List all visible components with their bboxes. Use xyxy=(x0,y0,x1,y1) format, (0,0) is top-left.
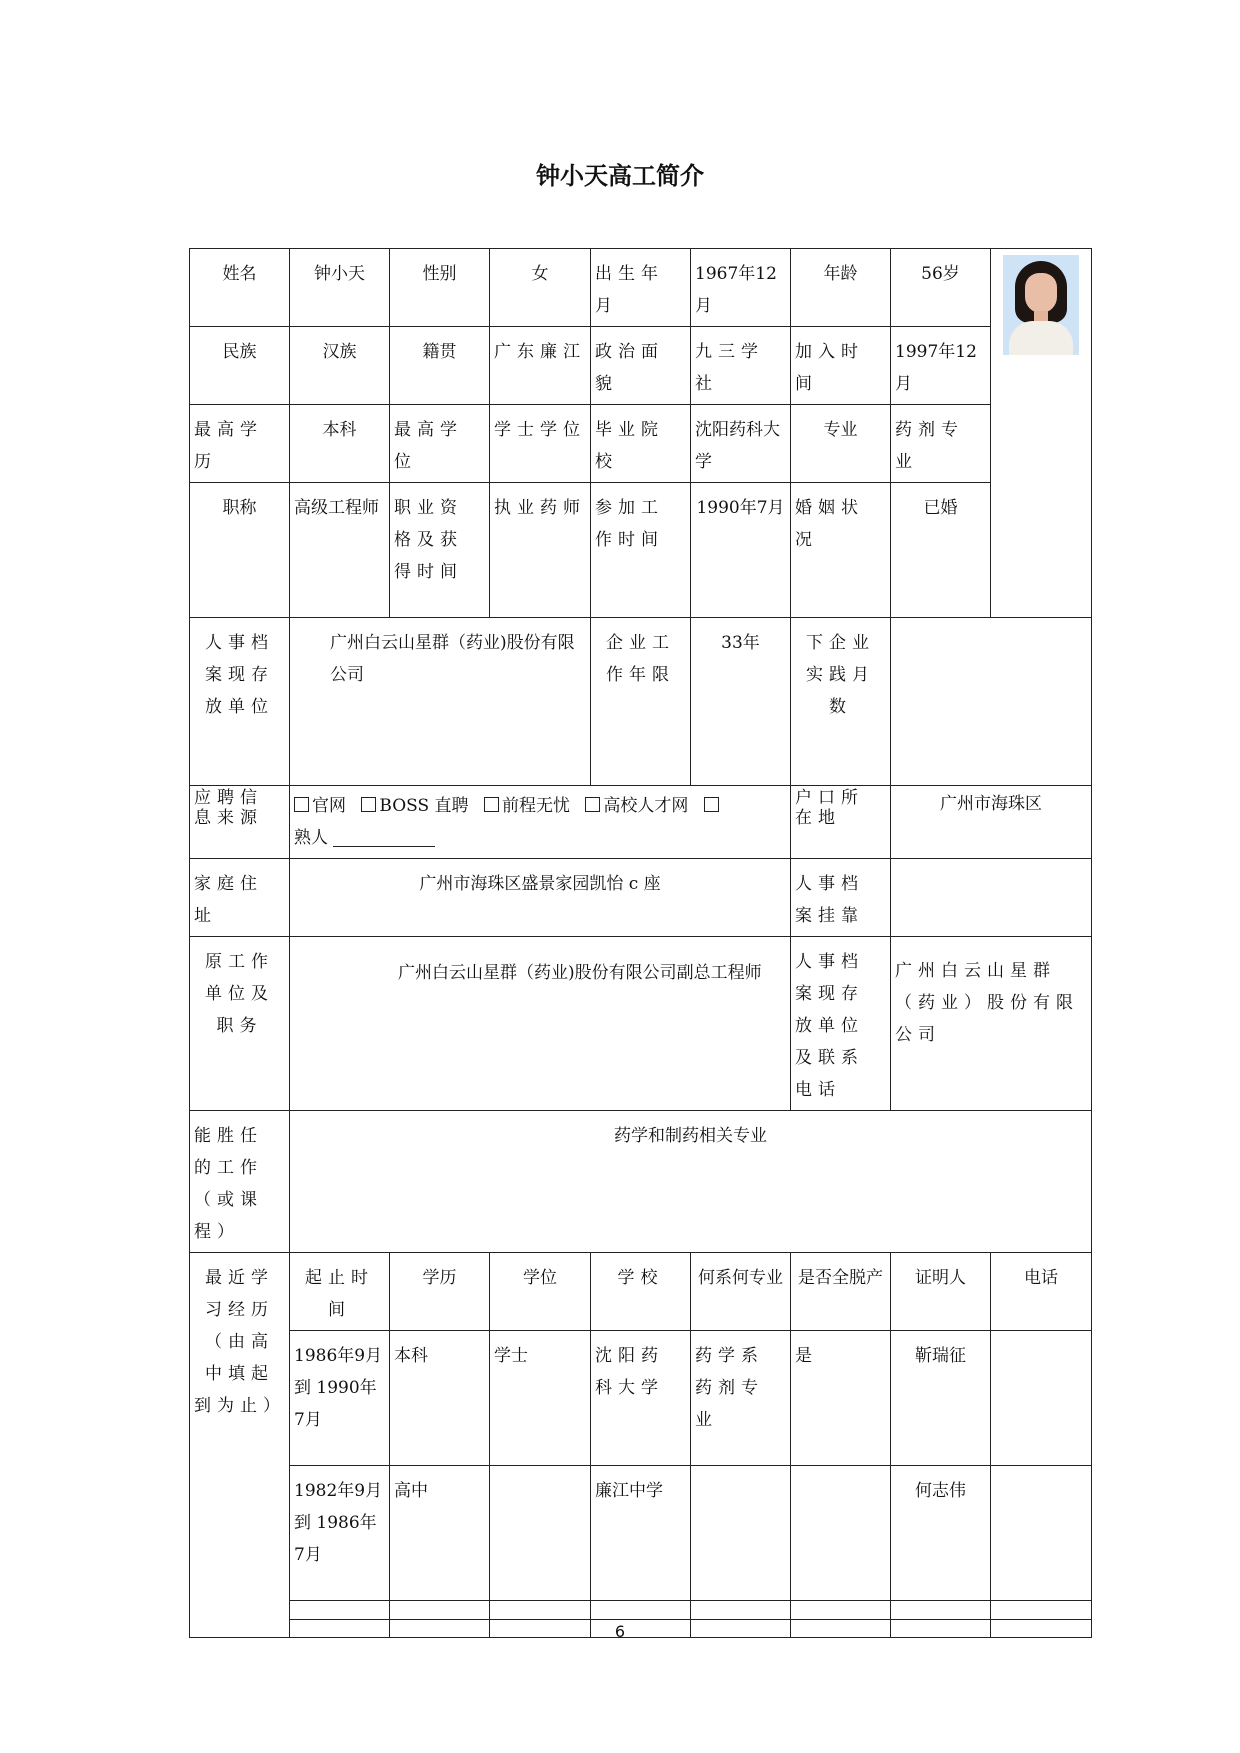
history-major xyxy=(691,1466,791,1601)
option-official-site: 官网 xyxy=(312,796,346,816)
value-major: 药剂专业 xyxy=(891,405,991,483)
value-archive-contact: 广州白云山星群（药业）股份有限公司 xyxy=(891,937,1092,1111)
history-header-degree: 学位 xyxy=(490,1253,591,1331)
label-title-rank: 职称 xyxy=(190,483,290,618)
history-school: 廉江中学 xyxy=(591,1466,691,1601)
value-political: 九三学社 xyxy=(691,327,791,405)
history-witness: 何志伟 xyxy=(891,1466,991,1601)
label-hukou: 户口所在地 xyxy=(791,786,891,859)
value-archive: 广州白云山星群（药业)股份有限公司 xyxy=(290,618,591,786)
value-work-start: 1990年7月 xyxy=(691,483,791,618)
option-acquaintance: 熟人 xyxy=(294,828,328,848)
value-birth: 1967年12月 xyxy=(691,249,791,327)
acquaintance-blank[interactable] xyxy=(333,828,435,847)
history-header-witness: 证明人 xyxy=(891,1253,991,1331)
table-row xyxy=(190,1466,1092,1601)
history-fulltime xyxy=(791,1466,891,1601)
value-qualification: 执业药师 xyxy=(490,483,591,618)
history-witness: 靳瑞征 xyxy=(891,1331,991,1466)
label-gender: 性别 xyxy=(390,249,490,327)
value-name: 钟小天 xyxy=(290,249,390,327)
label-archive-affiliation: 人事档案挂靠 xyxy=(791,859,891,937)
history-header-edu: 学历 xyxy=(390,1253,490,1331)
value-hukou: 广州市海珠区 xyxy=(891,786,1092,859)
history-fulltime: 是 xyxy=(791,1331,891,1466)
checkbox-campus-talent[interactable] xyxy=(585,797,600,812)
source-options xyxy=(290,786,791,859)
label-political: 政治面貌 xyxy=(591,327,691,405)
label-work-start: 参加工作时间 xyxy=(591,483,691,618)
checkbox-official-site[interactable] xyxy=(294,797,309,812)
label-qualification: 职业资格及获得时间 xyxy=(390,483,490,618)
checkbox-acquaintance[interactable] xyxy=(704,797,719,812)
option-campus-talent: 高校人才网 xyxy=(603,796,689,816)
value-edu: 本科 xyxy=(290,405,390,483)
label-ethnicity: 民族 xyxy=(190,327,290,405)
history-header-period: 起止时间 xyxy=(290,1253,390,1331)
label-degree: 最高学位 xyxy=(390,405,490,483)
portrait-photo xyxy=(1003,255,1079,355)
label-edu: 最高学历 xyxy=(190,405,290,483)
label-study-history: 最近学习经历（由高中填起到为止） xyxy=(190,1253,290,1638)
history-major: 药学系药剂专业 xyxy=(691,1331,791,1466)
table-row xyxy=(190,1331,1092,1466)
value-practice-months xyxy=(891,618,1092,786)
label-age: 年龄 xyxy=(791,249,891,327)
value-address: 广州市海珠区盛景家园凯怡 c 座 xyxy=(290,859,791,937)
label-practice-months: 下企业实践月数 xyxy=(791,618,891,786)
option-boss-zhipin: BOSS 直聘 xyxy=(379,796,469,816)
label-address: 家庭住址 xyxy=(190,859,290,937)
label-name: 姓名 xyxy=(190,249,290,327)
history-phone xyxy=(991,1331,1092,1466)
label-prev-job: 原工作单位及职务 xyxy=(190,937,290,1111)
value-competent: 药学和制药相关专业 xyxy=(290,1111,1092,1253)
history-degree: 学士 xyxy=(490,1331,591,1466)
page-number: 6 xyxy=(614,1622,626,1641)
value-title-rank: 高级工程师 xyxy=(290,483,390,618)
history-school: 沈阳药科大学 xyxy=(591,1331,691,1466)
history-degree xyxy=(490,1466,591,1601)
value-company-years: 33年 xyxy=(691,618,791,786)
value-graduate-school: 沈阳药科大学 xyxy=(691,405,791,483)
option-51job: 前程无忧 xyxy=(501,796,570,816)
checkbox-boss-zhipin[interactable] xyxy=(361,797,376,812)
history-header-major: 何系何专业 xyxy=(691,1253,791,1331)
value-archive-affiliation xyxy=(891,859,1092,937)
history-edu: 本科 xyxy=(390,1331,490,1466)
history-header-school: 学校 xyxy=(591,1253,691,1331)
value-ethnicity: 汉族 xyxy=(290,327,390,405)
label-archive-contact: 人事档案现存放单位及联系电话 xyxy=(791,937,891,1111)
label-graduate-school: 毕业院校 xyxy=(591,405,691,483)
label-source: 应聘信息来源 xyxy=(190,786,290,859)
checkbox-51job[interactable] xyxy=(484,797,499,812)
history-header-fulltime: 是否全脱产 xyxy=(791,1253,891,1331)
label-join-time: 加入时间 xyxy=(791,327,891,405)
history-period: 1982年9月 到 1986年7月 xyxy=(290,1466,390,1601)
value-degree: 学士学位 xyxy=(490,405,591,483)
value-prev-job: 广州白云山星群（药业)股份有限公司副总工程师 xyxy=(290,937,791,1111)
label-native-place: 籍贯 xyxy=(390,327,490,405)
history-edu: 高中 xyxy=(390,1466,490,1601)
table-row xyxy=(190,1601,1092,1620)
label-archive: 人事档案现存放单位 xyxy=(190,618,290,786)
label-marital: 婚姻状况 xyxy=(791,483,891,618)
value-join-time: 1997年12月 xyxy=(891,327,991,405)
label-major: 专业 xyxy=(791,405,891,483)
history-period: 1986年9月 到 1990年7月 xyxy=(290,1331,390,1466)
profile-table xyxy=(189,248,1092,1638)
value-age: 56岁 xyxy=(891,249,991,327)
history-header-phone: 电话 xyxy=(991,1253,1092,1331)
label-company-years: 企业工作年限 xyxy=(591,618,691,786)
label-birth: 出生年月 xyxy=(591,249,691,327)
value-gender: 女 xyxy=(490,249,591,327)
document-title: 钟小天高工简介 xyxy=(536,162,704,190)
value-native-place: 广东廉江 xyxy=(490,327,591,405)
label-competent: 能胜任的工作（或课程） xyxy=(190,1111,290,1253)
photo-cell xyxy=(991,249,1092,618)
history-phone xyxy=(991,1466,1092,1601)
value-marital: 已婚 xyxy=(891,483,991,618)
